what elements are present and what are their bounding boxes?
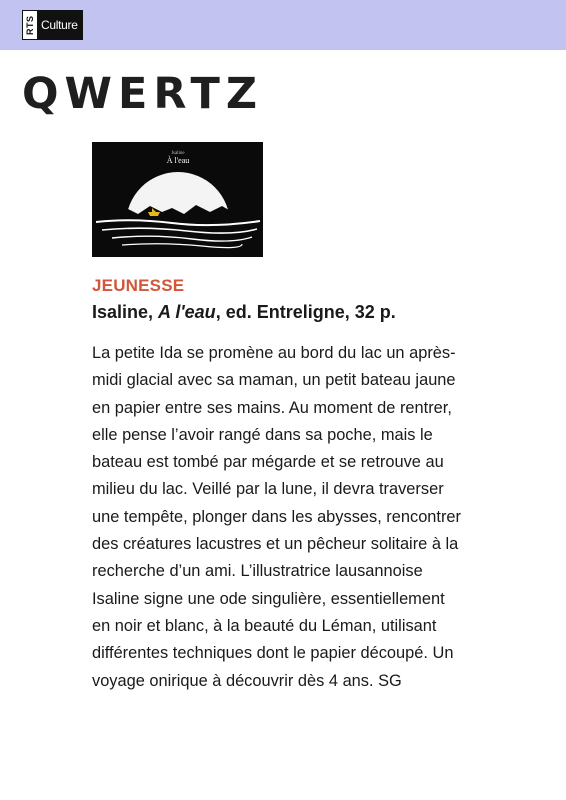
book-cover-image [92,142,263,257]
book-reference [92,302,396,323]
section-label: JEUNESSE [92,276,185,295]
header-bar [0,0,566,50]
book-title: A l'eau [158,302,216,322]
qwertz-logo[interactable]: QWERTZ [22,69,264,119]
review-text: La petite Ida se promène au bord du lac un après-midi glacial avec sa maman, un petit bateau jaune en papier entre ses mains. Au moment de rentrer, elle pense l’avoir rangé dans sa poche, mais le bateau est tombé par mégarde et se retrouve au milieu du lac. Veillé par la lune, il devra traverser une tempête, plonger dans les abysses, rencontrer des créatures lacustres et un pêcheur solitaire à la recherche d’un ami. L’illustratrice lausannoise Isaline signe une ode singulière, essentiellement en noir et blanc, à la beauté du Léman, utilisant différentes techniques dont le papier découpé. Un voyage onirique à découvrir dès 4 ans. SG [92,344,462,690]
book-publisher: , ed. Entreligne, 32 p. [215,302,396,322]
rts-logo-mark: RTS [23,11,37,39]
cover-author-text: Isaline [171,151,185,156]
book-author: Isaline, [92,302,159,322]
culture-logo-text: Culture [41,18,78,32]
cover-title-text: À l'eau [166,156,190,165]
rts-culture-logo[interactable] [22,10,83,40]
